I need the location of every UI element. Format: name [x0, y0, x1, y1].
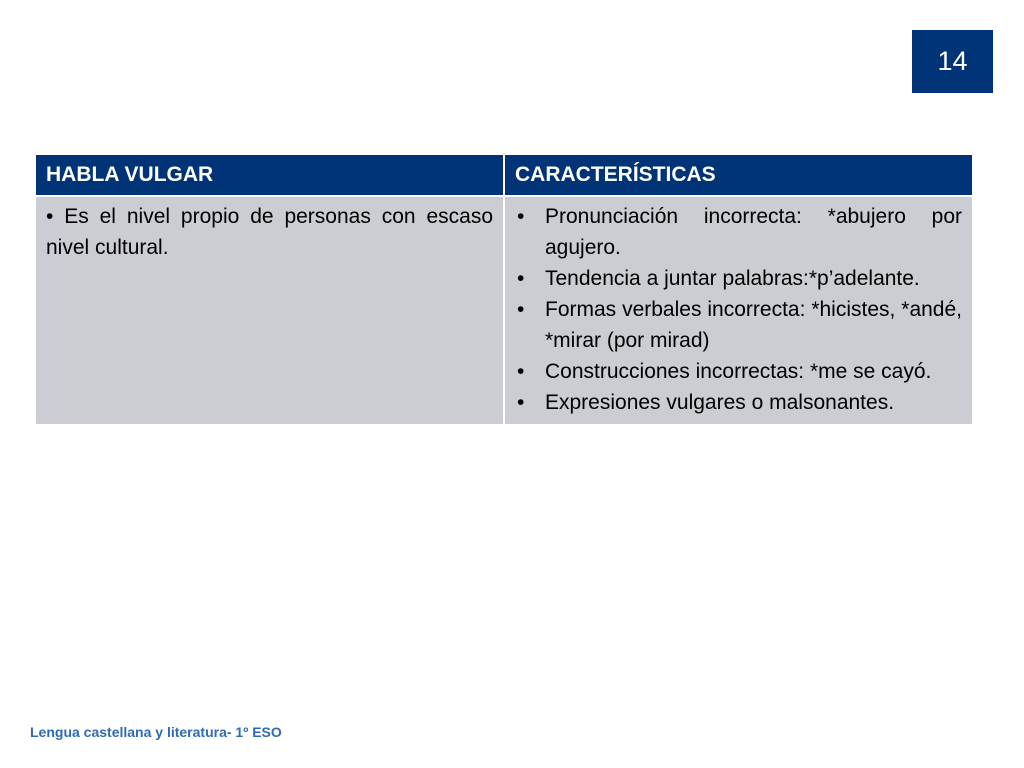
- list-item: [515, 201, 962, 263]
- bullet-icon: •: [517, 298, 525, 321]
- list-item-text: Tendencia a juntar palabras:*p’adelante.: [545, 267, 920, 290]
- list-item-text: Formas verbales incorrecta: *hicistes, *andé, *mirar (por mirad): [545, 298, 962, 352]
- list-item: [515, 356, 962, 387]
- bullet-icon: •: [517, 267, 525, 290]
- description-text: • Es el nivel propio de personas con escaso nivel cultural.: [46, 205, 493, 259]
- list-item-text: Construcciones incorrectas: *me se cayó.: [545, 360, 932, 383]
- table-cell-characteristics: [505, 197, 972, 424]
- slide-number-text: 14: [937, 46, 968, 76]
- list-item: [515, 387, 962, 418]
- content-table: [36, 155, 972, 424]
- list-item: [515, 294, 962, 356]
- footer-course-title: Lengua castellana y literatura- 1º ESO: [30, 724, 282, 740]
- slide-number: [912, 30, 993, 93]
- bullet-icon: •: [517, 360, 525, 383]
- list-item: [515, 263, 962, 294]
- bullet-icon: •: [517, 391, 525, 414]
- bullet-icon: •: [517, 205, 525, 228]
- list-item-text: Expresiones vulgares o malsonantes.: [545, 391, 895, 414]
- table-header-habla-vulgar: HABLA VULGAR: [36, 155, 503, 195]
- table-cell-description: [36, 197, 503, 424]
- table-header-caracteristicas: CARACTERÍSTICAS: [505, 155, 972, 195]
- list-item-text: Pronunciación incorrecta: *abujero por agujero.: [545, 205, 962, 259]
- characteristics-list: [515, 201, 962, 418]
